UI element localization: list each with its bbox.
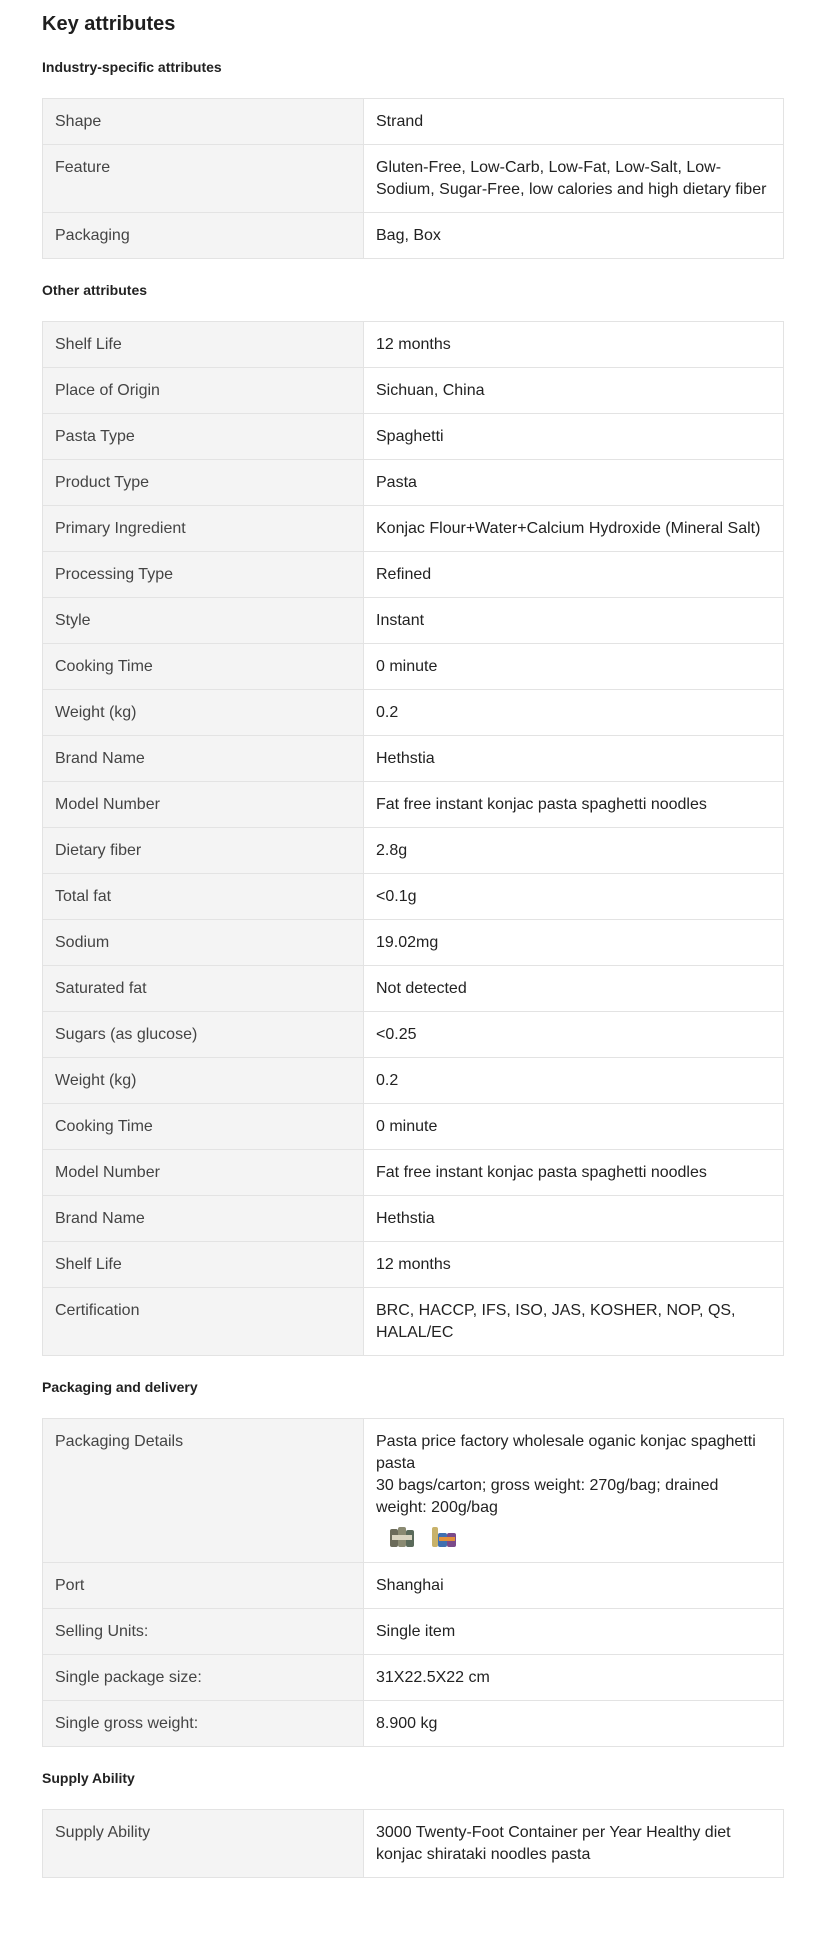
table-row bbox=[43, 1058, 784, 1104]
attribute-value: Pasta bbox=[364, 460, 784, 506]
table-row bbox=[43, 1655, 784, 1701]
table-row bbox=[43, 1609, 784, 1655]
table-row bbox=[43, 213, 784, 259]
attribute-key: Processing Type bbox=[43, 552, 364, 598]
table-row bbox=[43, 690, 784, 736]
attribute-key: Sodium bbox=[43, 920, 364, 966]
table-row bbox=[43, 874, 784, 920]
attributes-table-supply bbox=[42, 1809, 784, 1878]
table-row bbox=[43, 1196, 784, 1242]
table-row bbox=[43, 1150, 784, 1196]
attribute-key: Supply Ability bbox=[43, 1810, 364, 1878]
attributes-table-industry bbox=[42, 98, 784, 259]
attribute-key: Cooking Time bbox=[43, 644, 364, 690]
table-row bbox=[43, 1104, 784, 1150]
attributes-table-other bbox=[42, 321, 784, 1356]
attribute-key: Style bbox=[43, 598, 364, 644]
packaging-details-line-1: Pasta price factory wholesale oganic konjac spaghetti pasta bbox=[376, 1433, 756, 1472]
attribute-value: Konjac Flour+Water+Calcium Hydroxide (Mineral Salt) bbox=[364, 506, 784, 552]
table-row bbox=[43, 598, 784, 644]
table-row bbox=[43, 1419, 784, 1563]
table-row bbox=[43, 920, 784, 966]
attribute-key: Model Number bbox=[43, 782, 364, 828]
packaging-thumbnails bbox=[376, 1525, 771, 1551]
table-row bbox=[43, 552, 784, 598]
attribute-value: Sichuan, China bbox=[364, 368, 784, 414]
section-heading-supply: Supply Ability bbox=[42, 1770, 135, 1786]
attribute-key: Packaging bbox=[43, 213, 364, 259]
attribute-key: Dietary fiber bbox=[43, 828, 364, 874]
attribute-value: 31X22.5X22 cm bbox=[364, 1655, 784, 1701]
attribute-key: Sugars (as glucose) bbox=[43, 1012, 364, 1058]
attribute-value-packaging-details bbox=[364, 1419, 784, 1563]
table-row bbox=[43, 1563, 784, 1609]
attribute-value: 0.2 bbox=[364, 1058, 784, 1104]
packaging-thumbnail-image[interactable] bbox=[388, 1525, 416, 1549]
attribute-key: Weight (kg) bbox=[43, 1058, 364, 1104]
attribute-key: Feature bbox=[43, 145, 364, 213]
attribute-value: <0.1g bbox=[364, 874, 784, 920]
attribute-key: Brand Name bbox=[43, 736, 364, 782]
attribute-key: Saturated fat bbox=[43, 966, 364, 1012]
attribute-value: Bag, Box bbox=[364, 213, 784, 259]
attribute-value: 2.8g bbox=[364, 828, 784, 874]
attribute-key: Brand Name bbox=[43, 1196, 364, 1242]
attribute-key: Single gross weight: bbox=[43, 1701, 364, 1747]
attribute-key: Packaging Details bbox=[43, 1419, 364, 1563]
attribute-value: Hethstia bbox=[364, 1196, 784, 1242]
attribute-value: 12 months bbox=[364, 322, 784, 368]
attribute-value: 0 minute bbox=[364, 1104, 784, 1150]
attribute-value: <0.25 bbox=[364, 1012, 784, 1058]
attribute-value: Spaghetti bbox=[364, 414, 784, 460]
attribute-value: Not detected bbox=[364, 966, 784, 1012]
table-row bbox=[43, 644, 784, 690]
attribute-value: Fat free instant konjac pasta spaghetti noodles bbox=[364, 1150, 784, 1196]
section-heading-other: Other attributes bbox=[42, 282, 148, 298]
packaging-thumbnail-image[interactable] bbox=[430, 1525, 458, 1549]
table-row bbox=[43, 322, 784, 368]
table-row bbox=[43, 966, 784, 1012]
attribute-key: Cooking Time bbox=[43, 1104, 364, 1150]
attributes-table-packaging bbox=[42, 1418, 784, 1747]
attribute-key: Total fat bbox=[43, 874, 364, 920]
table-row bbox=[43, 368, 784, 414]
table-row bbox=[43, 828, 784, 874]
attribute-key: Pasta Type bbox=[43, 414, 364, 460]
table-row bbox=[43, 1810, 784, 1878]
attribute-value: Refined bbox=[364, 552, 784, 598]
table-row bbox=[43, 736, 784, 782]
attribute-key: Port bbox=[43, 1563, 364, 1609]
attribute-value: 19.02mg bbox=[364, 920, 784, 966]
table-row bbox=[43, 99, 784, 145]
attribute-value: 0.2 bbox=[364, 690, 784, 736]
attribute-value: Hethstia bbox=[364, 736, 784, 782]
section-heading-industry: Industry-specific attributes bbox=[42, 59, 222, 75]
attribute-key: Shelf Life bbox=[43, 322, 364, 368]
table-row bbox=[43, 782, 784, 828]
attribute-value: Instant bbox=[364, 598, 784, 644]
attribute-key: Certification bbox=[43, 1288, 364, 1356]
attribute-value: 8.900 kg bbox=[364, 1701, 784, 1747]
attribute-value: 3000 Twenty-Foot Container per Year Healthy diet konjac shirataki noodles pasta bbox=[364, 1810, 784, 1878]
attribute-key: Primary Ingredient bbox=[43, 506, 364, 552]
attribute-key: Weight (kg) bbox=[43, 690, 364, 736]
attribute-value: Shanghai bbox=[364, 1563, 784, 1609]
page-title: Key attributes bbox=[42, 13, 176, 35]
packaging-details-line-2: 30 bags/carton; gross weight: 270g/bag; drained weight: 200g/bag bbox=[376, 1477, 719, 1516]
attribute-key: Single package size: bbox=[43, 1655, 364, 1701]
attribute-value: BRC, HACCP, IFS, ISO, JAS, KOSHER, NOP, QS, HALAL/EC bbox=[364, 1288, 784, 1356]
table-row bbox=[43, 460, 784, 506]
table-row bbox=[43, 1242, 784, 1288]
attribute-key: Product Type bbox=[43, 460, 364, 506]
attribute-value: 0 minute bbox=[364, 644, 784, 690]
table-row bbox=[43, 145, 784, 213]
attribute-key: Model Number bbox=[43, 1150, 364, 1196]
table-row bbox=[43, 1288, 784, 1356]
table-row bbox=[43, 506, 784, 552]
attribute-value: Fat free instant konjac pasta spaghetti noodles bbox=[364, 782, 784, 828]
table-row bbox=[43, 1012, 784, 1058]
attribute-value: Strand bbox=[364, 99, 784, 145]
table-row bbox=[43, 1701, 784, 1747]
attribute-key: Selling Units: bbox=[43, 1609, 364, 1655]
attribute-value: 12 months bbox=[364, 1242, 784, 1288]
attribute-key: Shelf Life bbox=[43, 1242, 364, 1288]
attribute-value: Single item bbox=[364, 1609, 784, 1655]
attribute-value: Gluten-Free, Low-Carb, Low-Fat, Low-Salt, Low-Sodium, Sugar-Free, low calories and high dietary fiber bbox=[364, 145, 784, 213]
attribute-key: Shape bbox=[43, 99, 364, 145]
table-row bbox=[43, 414, 784, 460]
section-heading-packaging: Packaging and delivery bbox=[42, 1379, 198, 1395]
attribute-key: Place of Origin bbox=[43, 368, 364, 414]
